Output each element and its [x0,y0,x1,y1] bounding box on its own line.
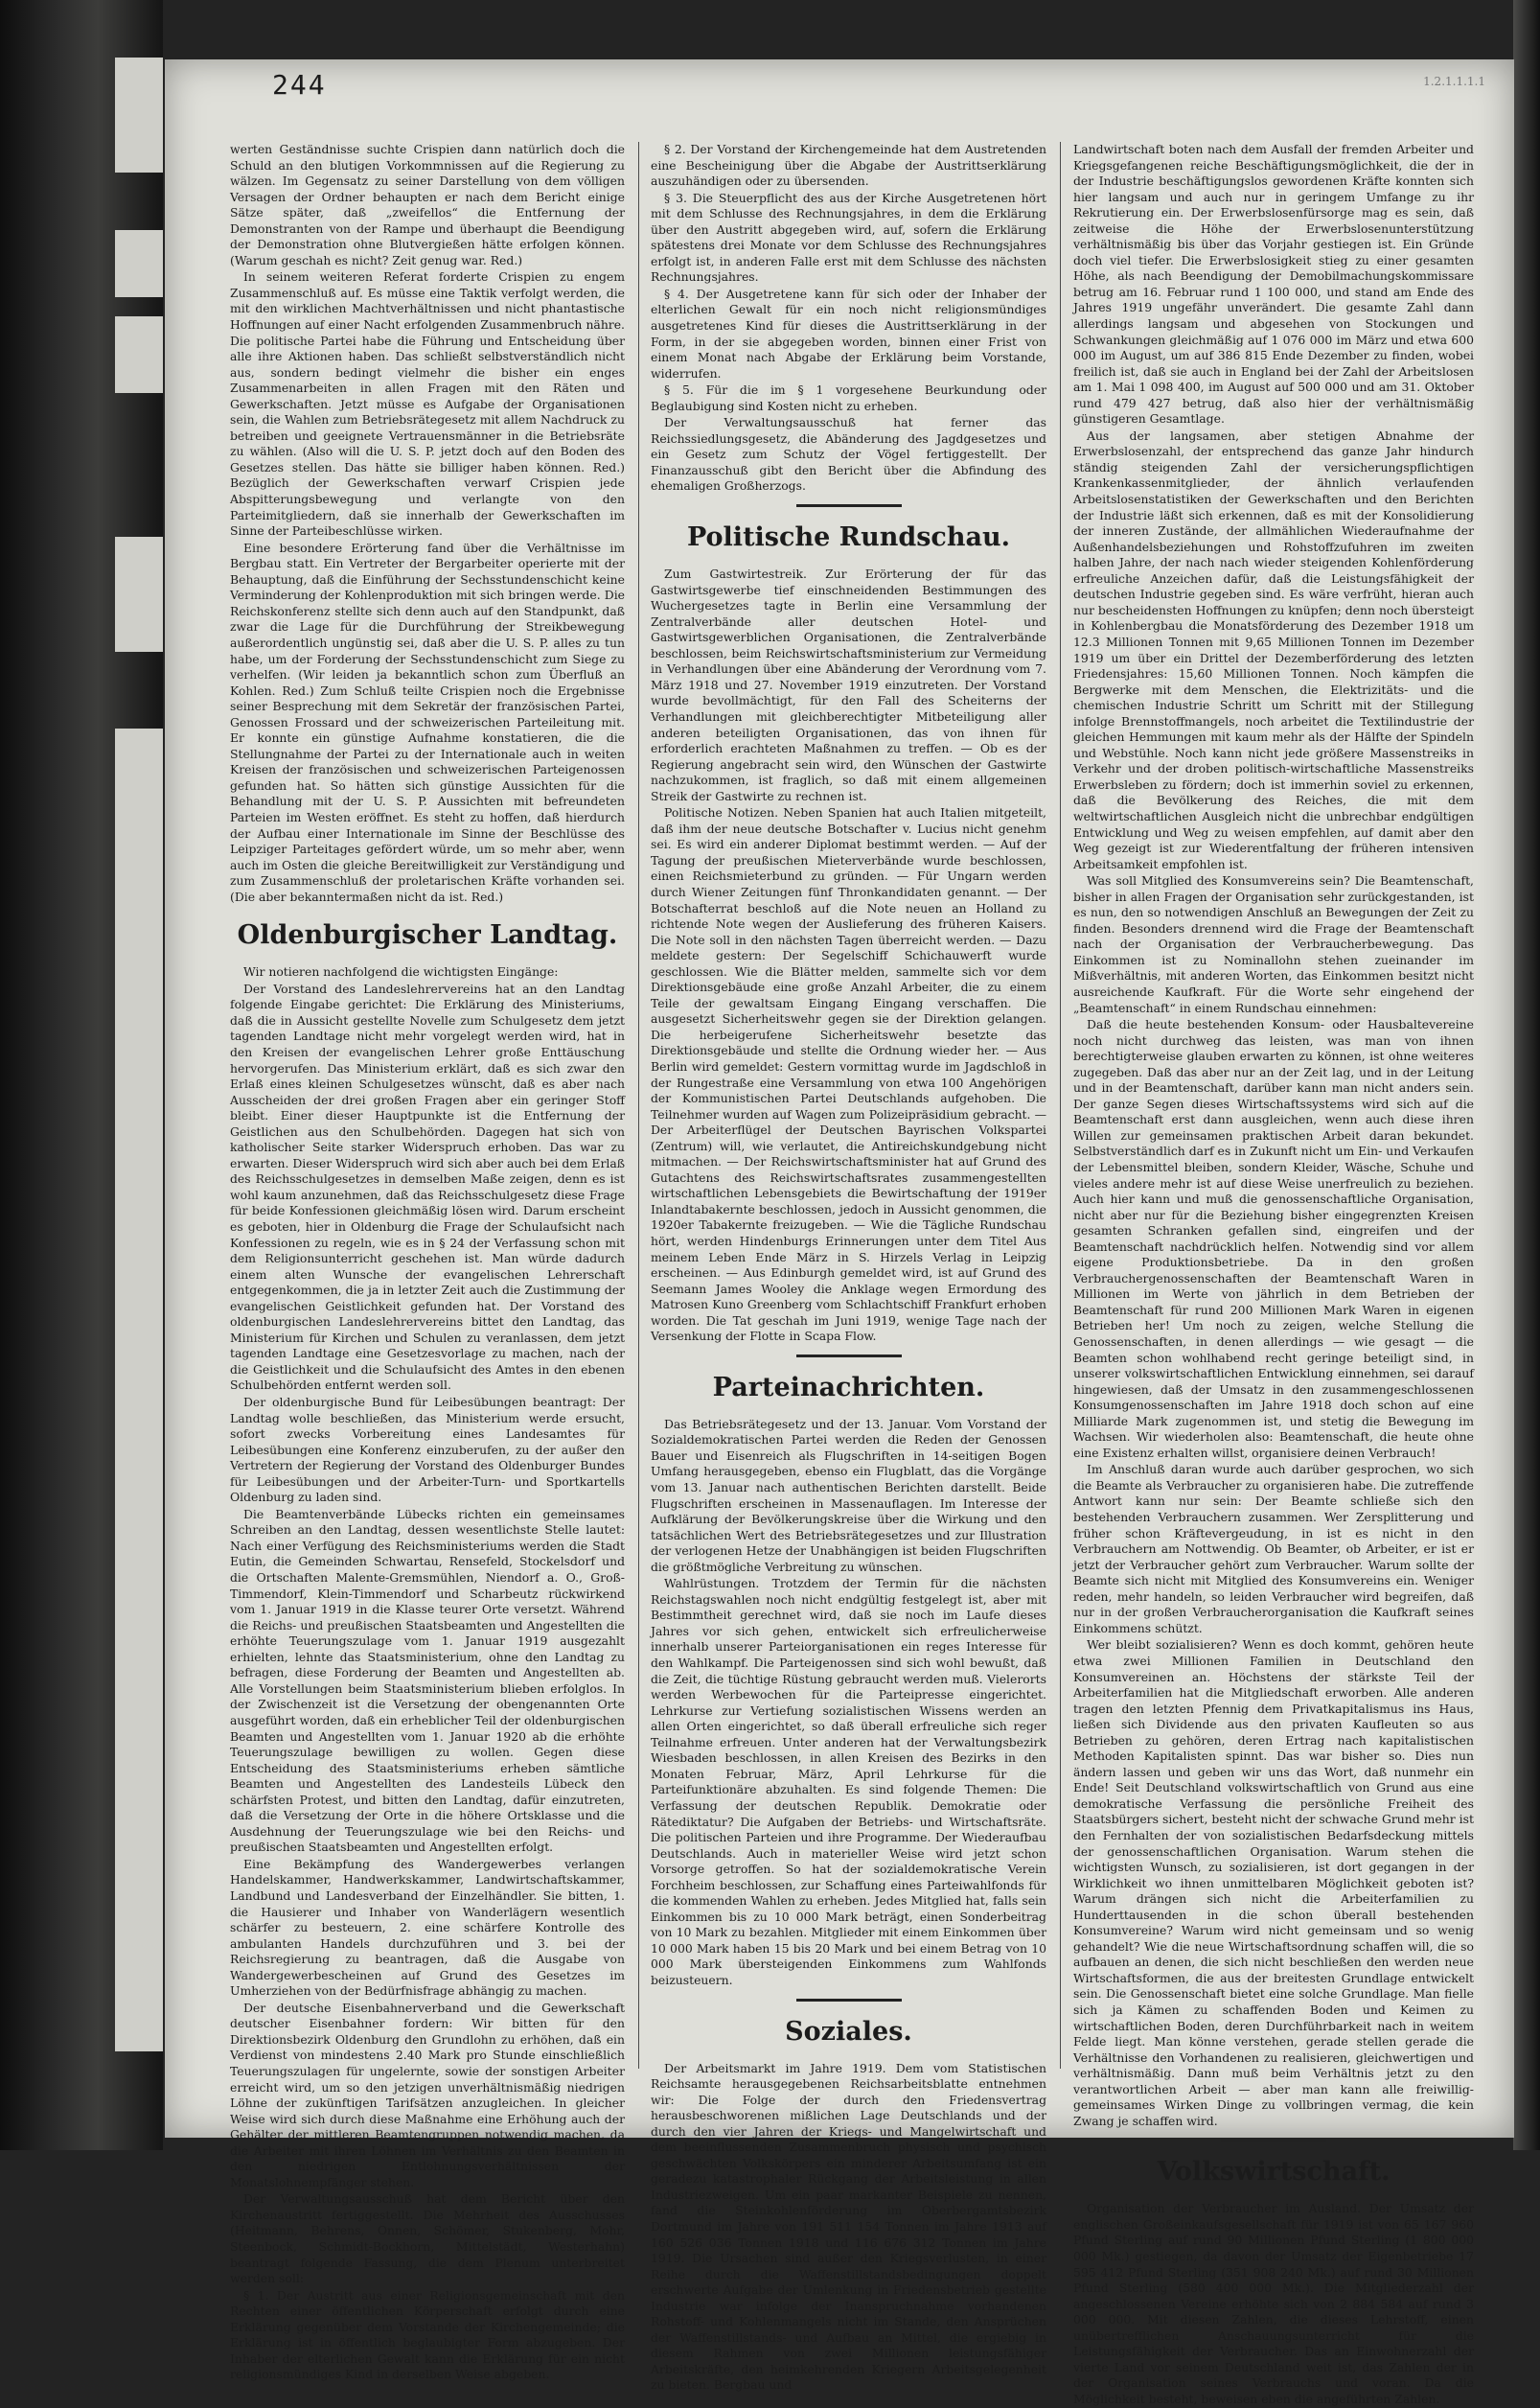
article-paragraph: Der Arbeitsmarkt im Jahre 1919. Dem vom Statistischen Reichsamte herausgegebenen Reichsarbeitsblatte entnehmen wir: Die Folge der durch den Friedensvertrag herausbeschworenen mißlichen Lage Deutschlands und der durch den vier Jahren der Kriegs- und Mangelwirtschaft und dem beeinflussenden Zusammenbruch physisch und psychisch geschwächten Volkskörpers ein minderer Arbeitsumfang ist ein geradezu katastrophaler Rückgang der Arbeitsleistung in allen Industriezweigen. Um ein paar markanter Beispiele zu nennen, fand die Steinkohlenförderung im Oberbergamtsbezirk Dortmund im Jahre von 191 511 154 Tonnen im Jahre 1913 auf 160 526 036 Tonnen 1918 und 116 676 312 Tonnen im Jahre 1919. Die Ursachen sind außer den Kriegsverlusten, in einer Reihe durch die Waffenstillstandsbedingungen doppelt erschwerte Aufgabe der Umlenkung in Friedensbetrieb gestellte Industrie war infolge der Inanspruchnahme vorhandenen Rohstoff- und Kohlenmangels nicht im Stande, den Ansprüchen der Waffenstillstands- und Aufbau an Mittel, die ergiebig in diesem Rahmen von zwei Millionen leistungsfähiger Arbeitskräfte, den heimkehrenden Kriegern Arbeitsgelegenheit zu bieten. Bergbau und [651,2060,1046,2393]
section-heading: Parteinachrichten. [712,1372,985,1402]
article-paragraph: Das Betriebsrätegesetz und der 13. Januar. Vom Vorstand der Sozialdemokratischen Partei werden die Reden der Genossen Bauer und Eisenreich als Flugschriften in 14-seitigen Bogen Umfang herausgegeben, ebenso ein Flugblatt, das die Vorgänge vom 13. Januar nach authentischen Berichten darstellt. Beide Flugschriften erscheinen in Massenauflagen. Im Interesse der Aufklärung der Bevölkerungskreise über die Wirkung und den tatsächlichen Wert des Betriebsrätegesetzes und zur Illustration der verlogenen Hetze der Unabhängigen ist beiden Flugschriften die größtmögliche Verbreitung zu wünschen. [651,1416,1046,1574]
column-right [1073,142,1474,2408]
article-paragraph: Organisation der Verbraucher im Ausland. Der Umsatz der englischen Großeinkaufsgesellschaft für 1919 ist von 65 167 960 Pfund Sterling auf rund 90 Millionen Pfund Sterling (1 800 000 000 Mk.) gestiegen, da davon der Umsatz der Eigenbetriebe 17 595 412 Pfund Sterling (351 908 240 Mk.) auf rund 30 Millionen Pfund Sterling (580 400 000 Mk.). Die Mitgliederzahl der angeschlossenen Vereine erhöhte sich von 2 884 584 auf rund 3 000 000. Mit diesen Zahlen, die dieses Lehrstoff, einen unübertrefflichen Anschauungsunterricht für die Leistungsfähigkeit der Verbraucher. Das an Einwohnerzahl der vierte Land vor seinem Deutschland weit ist, das Zahlen der in der Organisation seines Verbrauchs und voran. Da die Möglichkeit besteht, beweisen eben die angeführten Zahlen. [1073,2201,1474,2406]
article-paragraph: § 1. Der Austritt aus einer Religionsgemeinschaft mit den Rechten einer öffentlichen Körperschaft erfolgt durch eine Erklärung gegenüber dem Vorstande der Kirchengemeinde; die Erklärung ist in öffentlich beglaubigter Form abzugeben. Der Inhaber der elterlichen Gewalt kann die Erklärung für ein nicht religionsmündiges Kind in derselben Weise abgeben. [230,2287,625,2382]
section-divider [796,504,902,507]
section-heading: Volkswirtschaft. [1157,2157,1391,2188]
section-divider [796,1999,902,2002]
section-divider [1221,2139,1326,2142]
article-paragraph: Wer bleibt sozialisieren? Wenn es doch kommt, gehören heute etwa zwei Millionen Familien in Deutschland den Konsumvereinen an. Höchstens der stärkste Teil der Arbeiterfamilien hat die Mitgliedschaft erworben. Alle anderen tragen den letzten Pfennig dem Privatkapitalismus ins Haus, ließen sich Dividende aus den privaten Kaufleuten so aus Betrieben zu gehören, deren Ertrag nach kapitalistischen Methoden Kapitalisten spinnt. Das war bisher so. Dies nun ändern lassen und geben wir uns das Wort, daß nunmehr ein Ende! Seit Deutschland volkswirtschaftlich von Grund aus eine demokratische Verfassung die persönliche Freiheit des Staatsbürgers sichert, besteht nicht der schwache Grund mehr ist den Fernhalten der von sozialistischen Bedarfsdeckung mittels der genossenschaftlichen Organisation. Warum stehen die wichtigsten Wunsch, zu sozialisieren, ist dort gegangen in der Wirklichkeit wo ihnen unmittelbaren Möglichkeit geboten ist? Warum drängen sich nicht die Arbeiterfamilien zu Hunderttausenden in die schon überall bestehenden Konsumvereine? Warum wird nicht gemeinsam und so wenig gehandelt? Wie die neue Wirtschaftsordnung schaffen will, die so aufbauen an denen, die sich nicht beschließen den werden neue Wirtschaftsformen, die aus der breitesten Grundlage entwickelt sein. Die Genossenschaft bietet eine solche Grundlage. Man fielle sich ja Kämen zu schaffenden Boden und Keimen zu wirtschaftlichen Boden, deren Durchführbarkeit nach in weitem Felde liegt. Man könne verstehen, gerade stellen gerade die Verhältnisse den Vorhandenen zu realisieren, gleichwertigen und verhältnismäßig. Dann muß beim Verhältnis jetzt zu den verantwortlichen Arbeit — aber man kann alle freiwillig-gemeinsames Wirken Dinge zu vollbringen vermag, die kein Zwang je schaffen wird. [1073,1637,1474,2128]
section-heading: Soziales. [785,2016,912,2047]
article-paragraph: § 4. Der Ausgetretene kann für sich oder der Inhaber der elterlichen Gewalt für ein noch nicht religionsmündiges ausgetretenes Kind für dieses die Austrittserklärung in der Form, in der sie abgegeben worden, binnen einer Frist von einem Monat nach Abgabe der Erklärung beim Vorstande, widerrufen. [651,286,1046,381]
newspaper-page [165,59,1514,2406]
article-paragraph: Der Vorstand des Landeslehrervereins hat an den Landtag folgende Eingabe gerichtet: Die Erklärung des Ministeriums, daß die in Aussicht gestellte Novelle zum Schulgesetz dem jetzt tagenden Landtage nicht mehr vorgelegt werden wird, hat in den Kreisen der evangelischen Lehrer große Enttäuschung hervorgerufen. Das Ministerium erklärt, daß es sich zwar den Erlaß eines kleinen Schulgesetzes wünscht, daß es aber nach Ausscheiden der drei großen Fragen aber ein geringer Stoff bleibt. Einer dieser Hauptpunkte ist die Entfernung der Geistlichen aus den Schulbehörden. Dagegen hat sich von katholischer Seite starker Widerspruch erhoben. Das war zu erwarten. Dieser Widerspruch wird sich aber auch bei dem Erlaß des Reichsschulgesetzes in demselben Maße zeigen, denn es ist wohl kaum anzunehmen, daß das Reichsschulgesetz diese Frage für beide Konfessionen gleichmäßig lösen wird. Darum erscheint es geboten, hier in Oldenburg die Frage der Schulaufsicht nach Konfessionen zu regeln, wie es in § 24 der Verfassung schon mit dem Religionsunterricht geschehen ist. Man würde dadurch einem alten Wunsche der evangelischen Lehrerschaft entgegenkommen, die ja in letzter Zeit auch die Zustimmung der evangelischen Geistlichkeit gefunden hat. Der Vorstand des oldenburgischen Landeslehrervereins bittet den Landtag, das Ministerium für Kirchen und Schulen zu veranlassen, dem jetzt tagenden Landtage eine Gesetzesvorlage zu machen, nach der die Geistlichkeit und die Schulaufsicht des Amtes in den ebenen Schulbehörden entfernt werden soll. [230,981,625,1393]
article-paragraph: § 3. Die Steuerpflicht des aus der Kirche Ausgetretenen hört mit dem Schlusse des Rechnungsjahres, in dem die Erklärung über den Austritt abgegeben wird, auf, sofern die Erklärung spätestens drei Monate vor dem Schlusse des Rechnungsjahres erfolgt ist, in anderen Falle erst mit dem Schlusse des nächsten Rechnungsjahres. [651,190,1046,285]
archive-mark: 1.2.1.1.1.1 [1423,75,1485,88]
article-paragraph: Eine besondere Erörterung fand über die Verhältnisse im Bergbau statt. Ein Vertreter der Bergarbeiter operierte mit der Behauptung, daß die Einführung der Sechsstundenschicht keine Verminderung der Kohlenproduktion mit sich bringen werde. Die Reichskonferenz stellte sich denn auch auf den Standpunkt, daß zwar die Lage für die Durchführung der Streikbewegung außerordentlich ungünstig sei, daß aber die U. S. P. alles zu tun habe, um der Forderung der Sechsstundenschicht zum Siege zu verhelfen. (Wir leiden ja bekanntlich schon zum Überfluß an Kohlen. Red.) Zum Schluß teilte Crispien noch die Ergebnisse seiner Besprechung mit dem Sekretär der französischen Partei, Genossen Frossard und der schweizerischen Parteileitung mit. Er konnte ein günstige Aufnahme konstatieren, die die Stellungnahme der Partei zu der Internationale auch in weiten Kreisen der französischen und schweizerischen Parteigenossen gefunden hat. So hätten sich günstige Aussichten für die Behandlung mit der U. S. P. Aussichten mit befreundeten Parteien im Westen eröffnet. Es steht zu hoffen, daß hierdurch der Aufbau einer Internationale im Sinne der Beschlüsse des Leipziger Parteitages gefördert würde, um so mehr aber, wenn auch im Osten die gleiche Bereitwilligkeit zur Verständigung und zum Zusammenschluß der proletarischen Kräfte vorhanden sei. (Die aber bekanntermaßen nicht da ist. Red.) [230,540,625,904]
column-rule [638,142,639,2069]
article-paragraph: werten Geständnisse suchte Crispien dann natürlich doch die Schuld an den blutigen Vorkommnissen auf die Regierung zu wälzen. Im Gegensatz zu seiner Darstellung von dem völligen Versagen der Ordner behaupten er nach dem Bericht einige Sätze später, daß „zweifellos“ die Entfernung der Demonstranten von der Rampe und überhaupt die Beendigung der Demonstration ohne Blutvergießen hätte erfolgen können. (Warum geschah es nicht? Zeit genug war. Red.) [230,142,625,267]
column-left [230,142,625,2384]
article-paragraph: Landwirtschaft boten nach dem Ausfall der fremden Arbeiter und Kriegsgefangenen reiche Beschäftigungsmöglichkeit, die der in der Industrie beschäftigungslos gewordenen Kräfte konnten sich hier langsam und auch nur in geringem Umfange zu ihr Rekrutierung ein. Der Erwerbslosenfürsorge mag es sein, daß zeitweise die Höhe der Erwerbslosenunterstützung verhältnismäßig bis über das Vorjahr gestiegen ist. Ein Gründe doch viel tiefer. Die Erwerbslosigkeit stieg zu einer gesamten Höhe, als nach Beendigung der Demobilmachungskommissare betrug am 16. Februar rund 1 100 000, und stand am Ende des Jahres 1919 ungefähr unverändert. Die gesamte Zahl dann allerdings langsam und abgesehen von Stockungen und Schwankungen gleichmäßig auf 1 076 000 im März und etwa 600 000 im August, um auf 386 815 Ende Dezember zu finden, wobei freilich ist, daß sie auch in England bei der Zahl der Arbeitslosen am 1. Mai 1 098 400, im August auf 500 000 und am 31. Oktober rund 479 427 betrug, daß also hier der verhältnismäßig günstigeren Gesamtlage. [1073,142,1474,427]
article-paragraph: Die Beamtenverbände Lübecks richten ein gemeinsames Schreiben an den Landtag, dessen wesentlichste Stelle lautet: Nach einer Verfügung des Reichsministeriums werden die Stadt Eutin, die Gemeinden Schwartau, Rensefeld, Stockelsdorf und die Ortschaften Malente-Gremsmühlen, Niendorf a. O., Groß-Timmendorf, Klein-Timmendorf und Scharbeutz rückwirkend vom 1. Januar 1919 in die Klasse teurer Orte versetzt. Während die Reichs- und preußischen Staatsbeamten und Angestellten die erhöhte Teuerungszulage vom 1. Januar 1919 ausgezahlt erhielten, lehnte das Staatsministerium, ohne den Landtag zu befragen, diese Forderung der Beamten und Angestellten ab. Alle Vorstellungen beim Staatsministerium blieben erfolglos. In der Zwischenzeit ist die Versetzung der obengenannten Orte ausgeführt worden, daß ein erheblicher Teil der oldenburgischen Beamten und Angestellten vom 1. Januar 1920 ab die erhöhte Teuerungszulage bewilligen zu wollen. Gegen diese Entscheidung des Staatsministeriums erheben sämtliche Beamten und Angestellten des Landesteils Lübeck den schärfsten Protest, und bitten den Landtag, dafür einzutreten, daß die Versetzung der Orte in die höhere Ortsklasse und die Ausdehnung der Teuerungszulage wie bei den Reichs- und preußischen Staatsbeamten und Angestellten erfolgt. [230,1506,625,1855]
article-paragraph: Im Anschluß daran wurde auch darüber gesprochen, wo sich die Beamte als Verbraucher zu organisieren habe. Die zutreffende Antwort kann nur sein: Der Beamte schließe sich den bestehenden Verbrauchern zusammen. Wer Zersplitterung und früher schon Kräftevergeudung, in ist es nicht in den Verbrauchern am Nottwendig. Ob Beamter, ob Arbeiter, er ist er jetzt der Verbraucher gehört zum Verbraucher. Warum sollte der Beamte sich nicht mit Mitglied des Konsumvereins ein. Weniger reden, mehr handeln, so leiden Verbraucher wird begreifen, daß nur in der großen Verbraucherorganisation die Kaufkraft seines Einkommens schützt. [1073,1462,1474,1635]
article-paragraph: Der deutsche Eisenbahnerverband und die Gewerkschaft deutscher Eisenbahner fordern: Wir bitten für den Direktionsbezirk Oldenburg den Grundlohn zu erhöhen, daß ein Verdienst von mindestens 2.40 Mark pro Stunde einschließlich Teuerungszulagen für ungelernte, sowie der sonstigen Arbeiter erreicht wird, um so den jetzigen unverhältnismäßig niedrigen Löhne der zukünftigen Tarifsätzen anzugleichen. In gleicher Weise wird sich durch diese Maßnahme eine Erhöhung auch der Gehälter der mittleren Beamtengruppen notwendig machen, da die Arbeiter mit ihren Löhnen im Verhältnis zu den Beamten in den niedrigen Entlohnungsverhältnissen der Monatslohnempfänger stehen. [230,2000,625,2189]
article-paragraph: Was soll Mitglied des Konsumvereins sein? Die Beamtenschaft, bisher in allen Fragen der Organisation sehr zurückgestanden, ist es nun, den so notwendigen Anschluß an Bewegungen der Zeit zu finden. Besonders drennend wird die Frage der Beamtenschaft nach der Organisation der Verbraucherbewegung. Das Einkommen ist zu Nominallohn stehen zueinander im Mißverhältnis, mit anderen Worten, das Einkommen besitzt nicht ausreichende Kaufkraft. Für die Worte sehr eingehend der „Beamtenschaft“ in einem Rundschau einnehmen: [1073,873,1474,1015]
page-edge-right [1513,0,1540,2150]
article-paragraph: Politische Notizen. Neben Spanien hat auch Italien mitgeteilt, daß ihm der neue deutsche Botschafter v. Lucius nicht genehm sei. Es wird ein anderer Diplomat bestimmt werden. — Auf der Tagung der preußischen Mieterverbände wurde beschlossen, einen Reichsmieterbund zu gründen. — Für Ungarn werden durch Wiener Zeitungen fünf Thronkandidaten genannt. — Der Botschafterrat beschloß auf die Note neuen an Holland zu richtende Note wegen der Auslieferung des früheren Kaisers. Die Note soll in den nächsten Tagen überreicht werden. — Dazu meldete gestern: Der Segelschiff Schichauwerft wurde geschlossen. Wie die Blätter melden, sammelte sich vor dem Direktionsgebäude eine große Anzahl Arbeiter, die zu einem Teile der gewaltsam Eingang Eingang verschaffen. Die ausgesetzt Sicherheitswehr gegen sie der Direktion gelangen. Die herbeigerufene Sicherheitswehr besetzte das Direktionsgebäude und stellte die Ordnung wieder her. — Aus Berlin wird gemeldet: Gestern vormittag wurde im Jagdschloß in der Rungestraße eine Versammlung von etwa 100 Angehörigen der Kommunistischen Partei Deutschlands aufgehoben. Die Teilnehmer wurden auf Wagen zum Polizeipräsidium gebracht. — Der Arbeiterflügel der Deutschen Bayrischen Volkspartei (Zentrum) will, wie verlautet, die Antireichskundgebung nicht mitmachen. — Der Reichswirtschaftsminister hat auf Grund des Gutachtens des Reichswirtschaftsrates zusammengestellten wirtschaftlichen Lebensgebiets die Bewirtschaftung der 1919er Inlandtabakernte beschlossen, jedoch in Aussicht genommen, die 1920er Tabakernte freizugeben. — Wie die Tägliche Rundschau hört, werden Hindenburgs Erinnerungen unter dem Titel Aus meinem Leben Ende März in S. Hirzels Verlag in Leipzig erscheinen. — Aus Edinburgh gemeldet wird, ist auf Grund des Seemann James Wooley die Anklage wegen Ermordung des Matrosen Kuno Greenberg vom Schlachtschiff Frankfurt erhoben worden. Die Tat geschah im Juni 1919, wenige Tage nach der Versenkung der Flotte in Scapa Flow. [651,805,1046,1344]
article-paragraph: Wahlrüstungen. Trotzdem der Termin für die nächsten Reichstagswahlen noch nicht endgültig festgelegt ist, aber mit Bestimmtheit gerechnet wird, daß sie noch im Laufe dieses Jahres vor sich gehen, entwickelt sich erfreulicherweise innerhalb unserer Parteiorganisationen ein reges Interesse für den Wahlkampf. Die Parteigenossen sind sich wohl bewußt, daß die Zeit, die tüchtige Rüstung gebraucht werden muß. Vielerorts werden Werbewochen für die Parteipresse eingerichtet. Lehrkurse zur Vertiefung sozialistischen Wissens werden an allen Orten eingerichtet, so daß überall erfreuliche sich reger Teilnahme erfreuen. Unter anderen hat der Verwaltungsbezirk Wiesbaden beschlossen, in allen Kreisen des Bezirks in den Monaten Februar, März, April Lehrkurse für die Parteifunktionäre abzuhalten. Es sind folgende Themen: Die Verfassung der deutschen Republik. Demokratie oder Rätediktatur? Die Aufgaben der Betriebs- und Wirtschaftsräte. Die politischen Parteien und ihre Programme. Der Wiederaufbau Deutschlands. Auch in materieller Weise wird jetzt schon Vorsorge getroffen. So hat der sozialdemokratische Verein Forchheim beschlossen, zur Schaffung eines Parteiwahlfonds für die kommenden Wahlen zu erheben. Jedes Mitglied hat, falls sein Einkommen bis zu 10 000 Mark beträgt, einen Sonderbeitrag von 10 Mark zu bezahlen. Mitglieder mit einem Einkommen über 10 000 Mark haben 15 bis 20 Mark und bei einem Betrag von 10 000 Mark übersteigenden Einkommens zum Wahlfonds beizusteuern. [651,1576,1046,1987]
section-divider [796,1354,902,1357]
article-paragraph: In seinem weiteren Referat forderte Crispien zu engem Zusammenschluß auf. Es müsse eine Taktik verfolgt werden, die mit den wirklichen Machtverhältnissen und nicht phantastische Hoffnungen auf einer Nacht erfolgenden Zusammenbruch nähre. Die politische Partei habe die Führung und Entscheidung über alle ihre Aktionen haben. Das schließt selbstverständlich nicht aus, sondern bedingt vielmehr die bisher ein enges Zusammenarbeiten in allen Fragen mit den Räten und Gewerkschaften. Jetzt müsse es Aufgabe der Organisationen sein, die Wahlen zum Betriebsrätegesetz mit allem Nachdruck zu betreiben und geeignete Vertrauensmänner in die Betriebsräte zu wählen. (Also will die U. S. P. jetzt doch auf den Boden des Gesetzes stellen. Das hätte sie billiger haben können. Red.) Bezüglich der Gewerkschaften verwarf Crispien jede Abspitterungsbewegung und verlangte von den Parteimitgliedern, daß sie innerhalb der Gewerkschaften im Sinne der Parteibeschlüsse wirken. [230,269,625,539]
article-paragraph: Wir notieren nachfolgend die wichtigsten Eingänge: [243,964,559,980]
page-number: 244 [272,69,327,101]
section-heading: Oldenburgischer Landtag. [237,920,618,951]
article-paragraph: § 5. Für die im § 1 vorgesehene Beurkundung oder Beglaubigung sind Kosten nicht zu erheben. [651,382,1046,413]
article-paragraph: Der Verwaltungsausschuß hat ferner das Reichssiedlungsgesetz, die Abänderung des Jagdgesetzes und ein Gesetz zum Schutz der Vögel fertiggestellt. Der Finanzausschuß gibt den Bericht über die Abfindung des ehemaligen Großherzogs. [651,415,1046,494]
article-paragraph: Der oldenburgische Bund für Leibesübungen beantragt: Der Landtag wolle beschließen, das Ministerium werde ersucht, sofort zwecks Vorbereitung eines Landesamtes für Leibesübungen eine Konferenz einzuberufen, zu der außer den Vertretern der Regierung der Vorstand des Oldenburger Bundes für Leibesübungen und der Arbeiter-Turn- und Sportkartells Oldenburg zu laden sind. [230,1395,625,1505]
article-paragraph: Daß die heute bestehenden Konsum- oder Hausbaltevereine noch nicht durchweg das leisten, was man von ihnen berechtigterweise glauben erwarten zu können, ist ohne weiteres zugegeben. Daß das aber nur an der Zeit lag, und in der Leitung und in der Beamtenschaft, darüber kann man nicht anders sein. Der ganze Segen dieses Wirtschaftssystems wird sich auf die Beamtenschaft erst dann ausgleichen, wenn auch diese ihren Willen zur gemeinsamen praktischen Arbeit daran bekundet. Selbstverständlich darf es in Zukunft nicht um Ein- und Verkaufen der Lebensmittel bleiben, sondern Kleider, Wäsche, Schuhe und vieles andere mehr ist auf diese Weise unerfreulich zu beziehen. Auch hier kann und muß die genossenschaftliche Organisation, nicht aber nur für die Beziehung bisher eingegrenzten Kreisen gesamten Schranken gefallen sind, eingreifen und der Beamtenschaft nachdrücklich helfen. Notwendig sind vor allem eigene Produktionsbetriebe. Da in den großen Verbrauchergenossenschaften der Beamtenschaft Waren in Millionen im Werte von jährlich in dem Betrieben der Beamtenschaft für rund 200 Millionen Mark Waren in eigenen Betrieben her! Um noch zu zeigen, welche Stellung die Genossenschaften, in denen allerdings — wie gesagt — die Beamten schon wohlhabend recht geringe beteiligt sind, in unserer volkswirtschaftlichen Entwicklung einnehmen, sei darauf hingewiesen, daß der Umsatz in den zusammengeschlossenen Konsumgenossenschaften im Jahre 1918 doch schon auf eine Milliarde Mark zugenommen ist, und stetig die Bewegung im Wachsen. Wir wiederholen also: Beamtenschaft, die heute ohne eine Existenz erhalten willst, organisiere deinen Verbrauch! [1073,1017,1474,1460]
article-paragraph: Der Verwaltungsausschuß hat dem Bericht über den Kirchenaustritt fertiggestellt. Die Mehrheit des Ausschusses (Heitmann, Behrens, Onnen, Schömer, Stukenberg, Mohr, Steenbock, Schmidt-Bockhorn, Mittelstädt, Westerhahn) beantragt folgende Fassung, die dem Plenum unterbreitet werden soll: [230,2191,625,2286]
article-paragraph: Aus der langsamen, aber stetigen Abnahme der Erwerbslosenzahl, der entsprechend das ganze Jahr hindurch ständig steigenden Zahl der versicherungspflichtigen Krankenkassenmitglieder, der ähnlich verlaufenden Arbeitslosenstatistiken der Gewerkschaften und den Berichten der Industrie läßt sich erkennen, daß es mit der Konsolidierung der inneren Zustände, der allmählichen Wiederaufnahme der Außenhandelsbeziehungen und Rohstoffzufuhren im zweiten halben Jahre, der nach nach wieder steigenden Kohlenförderung erfreuliche Anzeichen dafür, daß die Leistungsfähigkeit der deutschen Industrie gegeben sind. Es wäre verfrüht, hieran auch nur bescheidensten Hoffnungen zu knüpfen; denn noch übersteigt in Kohlenbergbau die Monatsförderung des Dezember 1918 um 12.3 Millionen Tonnen mit 9,65 Millionen Tonnen im Dezember 1919 um über ein Drittel der Dezemberförderung des letzten Friedensjahres: 15,60 Millionen Tonnen. Noch kämpfen die Bergwerke mit dem Menschen, die Elektrizitäts- und die chemischen Industrie Schritt um Schritt mit der Stillegung infolge Brennstoffmangels, noch arbeitet die Textilindustrie der gleichen Hemmungen mit kaum mehr als der Hälfte der Spindeln und Webstühle. Noch kann nicht jede größere Massenstreiks in Verkehr und der droben politisch-wirtschaftliche Massenstreiks Erwerbsleben zu fördern; doch ist immerhin soviel zu erkennen, daß die Bevölkerung des Reiches, die mit dem weltwirtschaftlichen Ausgleich nicht die unbrechbar endgültigen Entwicklung und Weg zu weisen empfehlen, auf damit aber den Weg gezeigt ist zur Wiederentfaltung der früheren intensiven Arbeitsamkeit empfohlen ist. [1073,428,1474,871]
column-rule [1060,142,1061,2069]
section-heading: Politische Rundschau. [686,522,1011,553]
binding-edge [0,0,163,2150]
article-paragraph: Zum Gastwirtestreik. Zur Erörterung der für das Gastwirtsgewerbe tief einschneidenden Bestimmungen des Wuchergesetzes tagte in Berlin eine Versammlung der Zentralverbände aller deutschen Hotel- und Gastwirtsgewerblichen Organisationen, die Zentralverbände beschlossen, beim Reichswirtschaftsministerium zur Vermeidung in Verhandlungen über eine Abänderung der Verordnung vom 7. März 1918 und 27. November 1919 einzutreten. Der Vorstand wurde bevollmächtigt, für den Fall des Scheiterns der Verhandlungen mit gleichberechtigter Mitbeteiligung aller anderen beteiligten Organisationen, das von ihnen für erforderlich erachteten Maßnahmen zu treffen. — Ob es der Regierung angebracht sein wird, den Wünschen der Gastwirte nachzukommen, ist fraglich, so daß mit einem allgemeinen Streik der Gastwirte zu rechnen ist. [651,567,1046,803]
article-paragraph: Eine Bekämpfung des Wandergewerbes verlangen Handelskammer, Handwerkskammer, Landwirtschaftskammer, Landbund und Landesverband der Einzelhändler. Sie bitten, 1. die Hausierer und Inhaber von Wanderlägern wesentlich schärfer zu besteuern, 2. eine schärfere Kontrolle des ambulanten Handels durchzuführen und 3. bei der Reichsregierung zu beantragen, daß die Ausgabe von Wandergewerbescheinen auf Grund des Gesetzes im Umherziehen von der Bedürfnisfrage abhängig zu machen. [230,1856,625,1999]
article-paragraph: § 2. Der Vorstand der Kirchengemeinde hat dem Austretenden eine Bescheinigung über die Abgabe der Austrittserklärung auszuhändigen oder zu übersenden. [651,142,1046,189]
column-middle [651,142,1046,2395]
